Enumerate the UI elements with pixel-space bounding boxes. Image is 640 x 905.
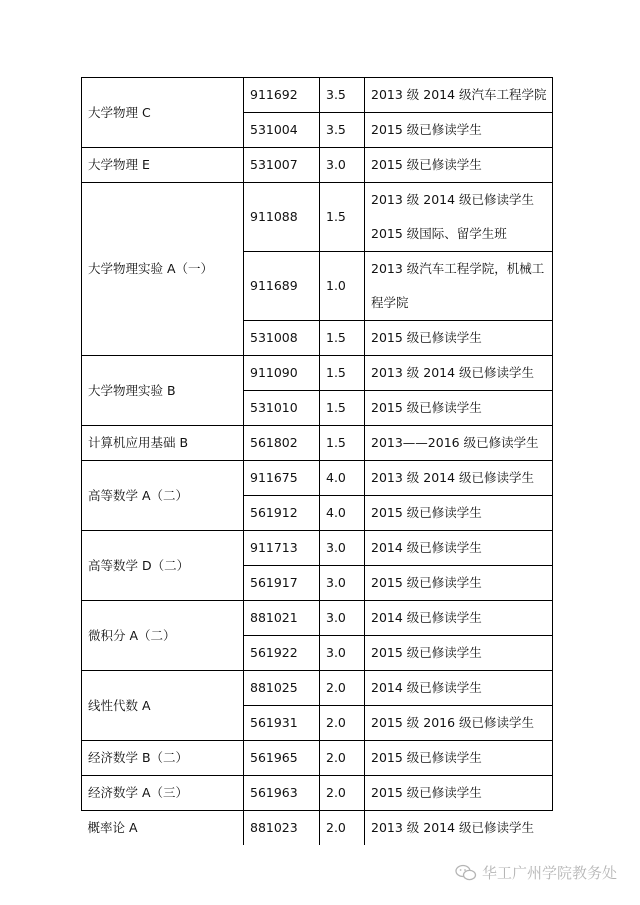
- table-row: [82, 148, 553, 183]
- table-row: [82, 426, 553, 461]
- course-table: [81, 77, 553, 845]
- note-cell: [365, 776, 553, 811]
- watermark-text: 华工广州学院教务处: [482, 864, 618, 882]
- note-line: 2014 级已修读学生: [371, 540, 482, 555]
- course-name-cell: 概率论 A: [82, 811, 244, 846]
- note-cell: [365, 636, 553, 671]
- course-code-cell: 561802: [244, 426, 320, 461]
- note-cell: [365, 531, 553, 566]
- course-code-cell: 881023: [244, 811, 320, 846]
- course-code-cell: 911713: [244, 531, 320, 566]
- table-row: [82, 811, 553, 846]
- credit-cell: 1.5: [320, 356, 365, 391]
- note-line: 2015 级已修读学生: [371, 645, 482, 660]
- credit-cell: 3.5: [320, 113, 365, 148]
- course-code-cell: 531010: [244, 391, 320, 426]
- watermark: [455, 862, 617, 883]
- table-row: [82, 671, 553, 706]
- note-cell: [365, 252, 553, 321]
- credit-cell: 3.0: [320, 148, 365, 183]
- table-row: [82, 78, 553, 113]
- course-name-cell: 大学物理 E: [82, 148, 244, 183]
- note-line: 2013 级 2014 级已修读学生: [371, 820, 535, 835]
- note-cell: [365, 183, 553, 252]
- course-code-cell: 911088: [244, 183, 320, 252]
- note-line: 2013 级汽车工程学院，机械工: [371, 261, 545, 276]
- note-cell: [365, 78, 553, 113]
- note-cell: [365, 356, 553, 391]
- course-code-cell: 911689: [244, 252, 320, 321]
- note-line: 2015 级已修读学生: [371, 785, 482, 800]
- course-code-cell: 561931: [244, 706, 320, 741]
- credit-cell: 2.0: [320, 741, 365, 776]
- note-cell: [365, 113, 553, 148]
- note-line: 2015 级已修读学生: [371, 157, 482, 172]
- credit-cell: 2.0: [320, 811, 365, 846]
- note-line: 2013 级 2014 级已修读学生: [371, 365, 535, 380]
- note-cell: [365, 321, 553, 356]
- credit-cell: 3.5: [320, 78, 365, 113]
- note-cell: [365, 811, 553, 846]
- table-row: [82, 461, 553, 496]
- table-row: [82, 183, 553, 252]
- course-code-cell: 561917: [244, 566, 320, 601]
- course-name-cell: 计算机应用基础 B: [82, 426, 244, 461]
- note-cell: [365, 706, 553, 741]
- credit-cell: 2.0: [320, 776, 365, 811]
- course-code-cell: 531008: [244, 321, 320, 356]
- note-line: 2015 级已修读学生: [371, 400, 482, 415]
- note-line: 2015 级已修读学生: [371, 505, 482, 520]
- credit-cell: 1.5: [320, 426, 365, 461]
- credit-cell: 1.5: [320, 391, 365, 426]
- note-line: 程学院: [371, 295, 409, 310]
- course-name-cell: 大学物理 C: [82, 78, 244, 148]
- course-name-cell: 经济数学 B（二）: [82, 741, 244, 776]
- credit-cell: 4.0: [320, 496, 365, 531]
- course-name-cell: 经济数学 A（三）: [82, 776, 244, 811]
- course-code-cell: 911090: [244, 356, 320, 391]
- credit-cell: 3.0: [320, 531, 365, 566]
- note-line: 2014 级已修读学生: [371, 680, 482, 695]
- note-line: 2015 级已修读学生: [371, 122, 482, 137]
- note-line: 2015 级国际、留学生班: [371, 226, 507, 241]
- note-cell: [365, 601, 553, 636]
- table-row: [82, 741, 553, 776]
- note-line: 2013 级 2014 级已修读学生: [371, 192, 535, 207]
- note-cell: [365, 148, 553, 183]
- course-code-cell: 561912: [244, 496, 320, 531]
- table-row: [82, 356, 553, 391]
- credit-cell: 2.0: [320, 706, 365, 741]
- course-name-cell: 线性代数 A: [82, 671, 244, 741]
- credit-cell: 1.5: [320, 183, 365, 252]
- note-line: 2015 级 2016 级已修读学生: [371, 715, 535, 730]
- credit-cell: 1.5: [320, 321, 365, 356]
- note-line: 2015 级已修读学生: [371, 330, 482, 345]
- credit-cell: 3.0: [320, 566, 365, 601]
- wechat-icon: [455, 864, 477, 882]
- credit-cell: 1.0: [320, 252, 365, 321]
- course-code-cell: 561965: [244, 741, 320, 776]
- note-line: 2015 级已修读学生: [371, 575, 482, 590]
- course-name-cell: 微积分 A（二）: [82, 601, 244, 671]
- course-code-cell: 881025: [244, 671, 320, 706]
- note-line: 2013 级 2014 级汽车工程学院: [371, 87, 547, 102]
- course-name-cell: 大学物理实验 B: [82, 356, 244, 426]
- note-cell: [365, 391, 553, 426]
- course-name-cell: 高等数学 A（二）: [82, 461, 244, 531]
- table-row: [82, 531, 553, 566]
- course-code-cell: 561922: [244, 636, 320, 671]
- course-code-cell: 911675: [244, 461, 320, 496]
- note-cell: [365, 671, 553, 706]
- course-code-cell: 911692: [244, 78, 320, 113]
- table-row: [82, 601, 553, 636]
- course-name-cell: 大学物理实验 A（一）: [82, 183, 244, 356]
- note-cell: [365, 741, 553, 776]
- credit-cell: 3.0: [320, 601, 365, 636]
- note-line: 2013——2016 级已修读学生: [371, 435, 539, 450]
- credit-cell: 2.0: [320, 671, 365, 706]
- table-row: [82, 776, 553, 811]
- credit-cell: 4.0: [320, 461, 365, 496]
- note-line: 2014 级已修读学生: [371, 610, 482, 625]
- note-cell: [365, 566, 553, 601]
- table-body: [82, 78, 553, 846]
- note-line: 2015 级已修读学生: [371, 750, 482, 765]
- note-cell: [365, 496, 553, 531]
- note-cell: [365, 426, 553, 461]
- course-code-cell: 881021: [244, 601, 320, 636]
- credit-cell: 3.0: [320, 636, 365, 671]
- note-cell: [365, 461, 553, 496]
- course-code-cell: 561963: [244, 776, 320, 811]
- course-code-cell: 531007: [244, 148, 320, 183]
- course-name-cell: 高等数学 D（二）: [82, 531, 244, 601]
- course-code-cell: 531004: [244, 113, 320, 148]
- note-line: 2013 级 2014 级已修读学生: [371, 470, 535, 485]
